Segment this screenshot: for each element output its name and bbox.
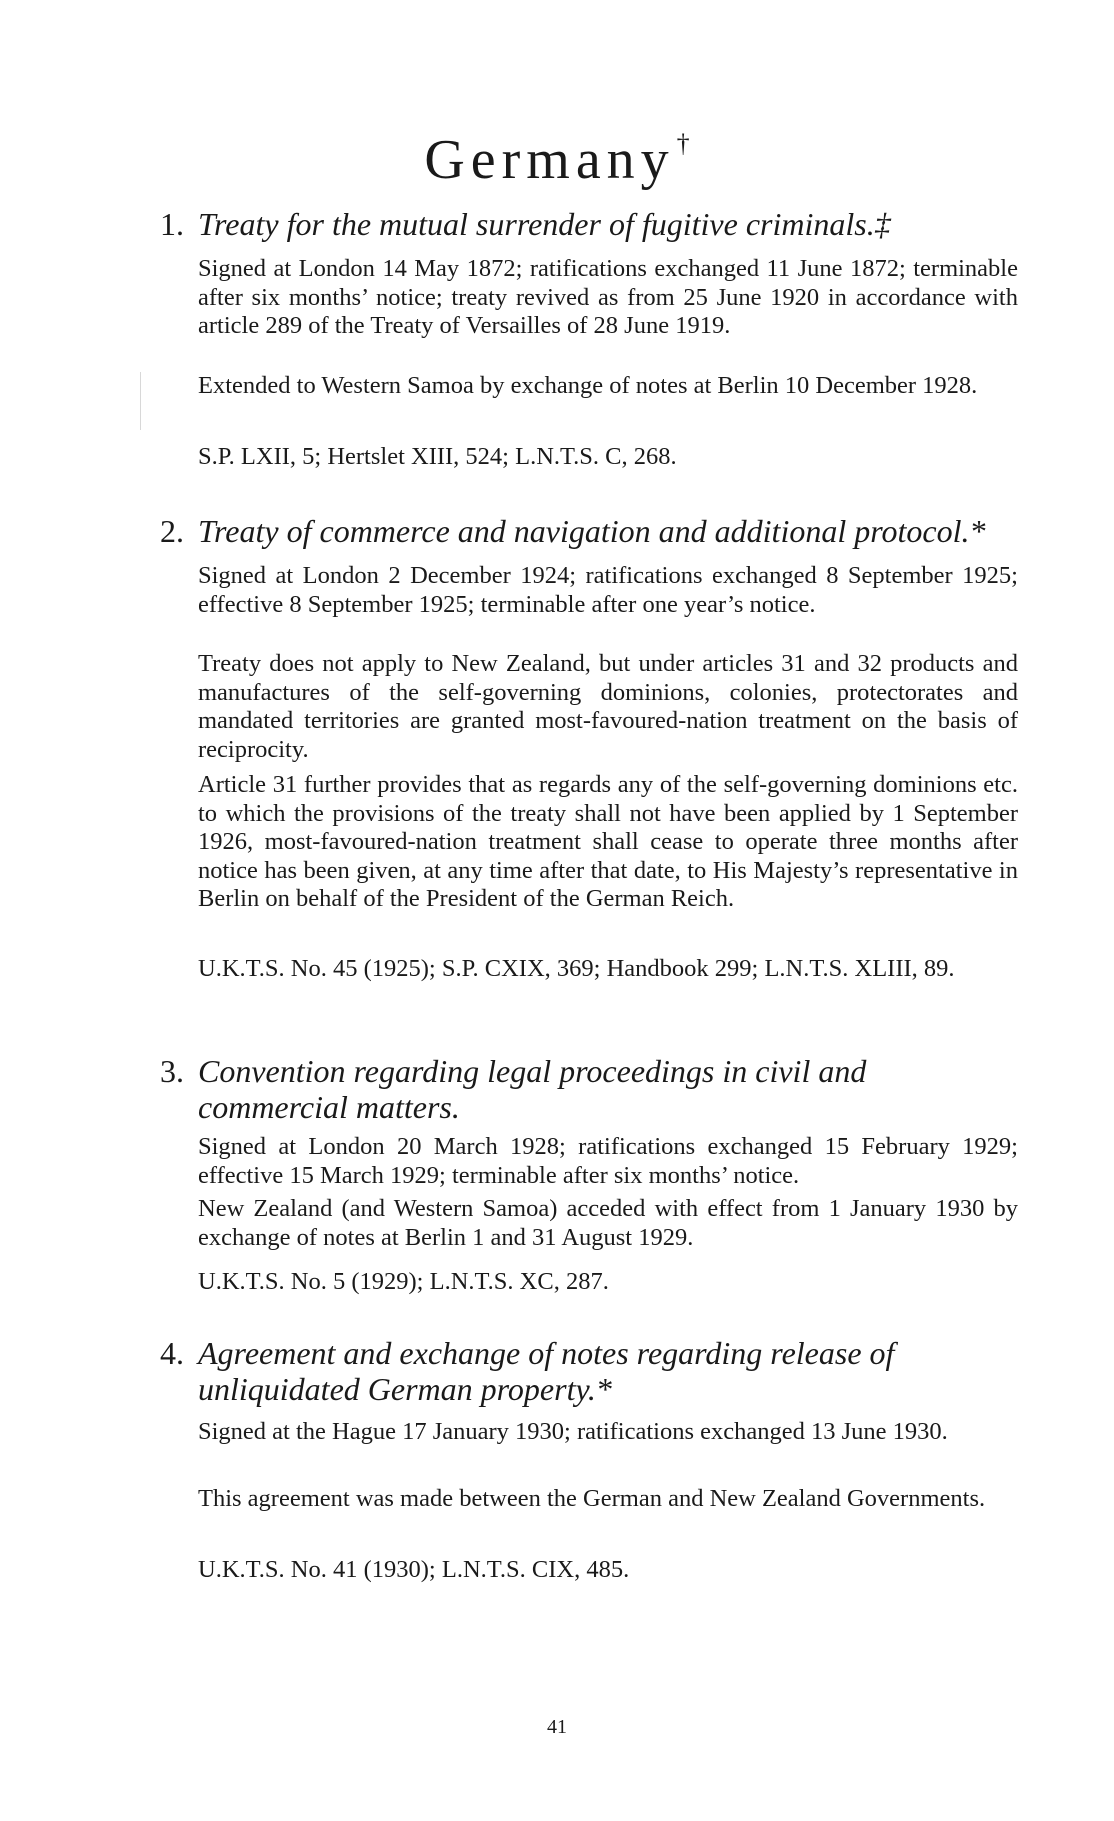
- entry-citation: U.K.T.S. No. 45 (1925); S.P. CXIX, 369; Handbook 299; L.N.T.S. XLIII, 89.: [198, 955, 955, 982]
- entry-title: Treaty for the mutual surrender of fugitive criminals.‡: [198, 206, 891, 242]
- entry-paragraph: This agreement was made between the German and New Zealand Governments.: [198, 1485, 986, 1512]
- entry-paragraph: Article 31 further provides that as regards any of the self-governing dominions etc. to which the provisions of the treaty shall not have been applied by 1 September 1926, most-favoured-nation treatment shall cease to operate three months after notice has been given, at any time after that date, to His Majesty’s representative in Berlin on behalf of the President of the German Reich.: [198, 771, 1018, 912]
- entry-citation: U.K.T.S. No. 41 (1930); L.N.T.S. CIX, 485.: [198, 1556, 630, 1583]
- entry-title: Agreement and exchange of notes regarding release of unliquidated German property.*: [198, 1335, 895, 1407]
- entry-paragraph: Extended to Western Samoa by exchange of notes at Berlin 10 December 1928.: [198, 372, 978, 399]
- entry-title: Treaty of commerce and navigation and additional protocol.*: [198, 513, 986, 549]
- entry-number: 2.: [160, 513, 184, 549]
- entry-citation: U.K.T.S. No. 5 (1929); L.N.T.S. XC, 287.: [198, 1268, 609, 1295]
- entry-paragraph: Signed at London 14 May 1872; ratifications exchanged 11 June 1872; terminable after six months’ notice; treaty revived as from 25 June 1920 in accordance with article 289 of the Treaty of Versailles of 28 June 1919.: [198, 255, 1018, 339]
- title-footnote-mark: †: [676, 129, 690, 158]
- page-title-text: Germany: [424, 129, 675, 191]
- entry-number: 4.: [160, 1335, 184, 1371]
- entry-paragraph: Signed at London 20 March 1928; ratifications exchanged 15 February 1929; effective 15 March 1929; terminable after six months’ notice.: [198, 1133, 1018, 1189]
- entry-title: Convention regarding legal proceedings in civil and commercial matters.: [198, 1053, 867, 1125]
- entry-paragraph: Signed at the Hague 17 January 1930; ratifications exchanged 13 June 1930.: [198, 1418, 948, 1445]
- entry-number: 1.: [160, 206, 184, 242]
- page-title: [0, 112, 1114, 192]
- entry-number: 3.: [160, 1053, 184, 1089]
- entry-paragraph: Treaty does not apply to New Zealand, but under articles 31 and 32 products and manufactures of the self-governing dominions, colonies, protectorates and mandated territories are granted most-favoured-nation treatment on the basis of reciprocity.: [198, 650, 1018, 763]
- entry-citation: S.P. LXII, 5; Hertslet XIII, 524; L.N.T.S. C, 268.: [198, 443, 677, 470]
- entry-paragraph: New Zealand (and Western Samoa) acceded with effect from 1 January 1930 by exchange of notes at Berlin 1 and 31 August 1929.: [198, 1195, 1018, 1251]
- margin-line-mark: [140, 372, 141, 430]
- page-number: 41: [547, 1716, 567, 1738]
- entry-paragraph: Signed at London 2 December 1924; ratifications exchanged 8 September 1925; effective 8 September 1925; terminable after one year’s notice.: [198, 562, 1018, 618]
